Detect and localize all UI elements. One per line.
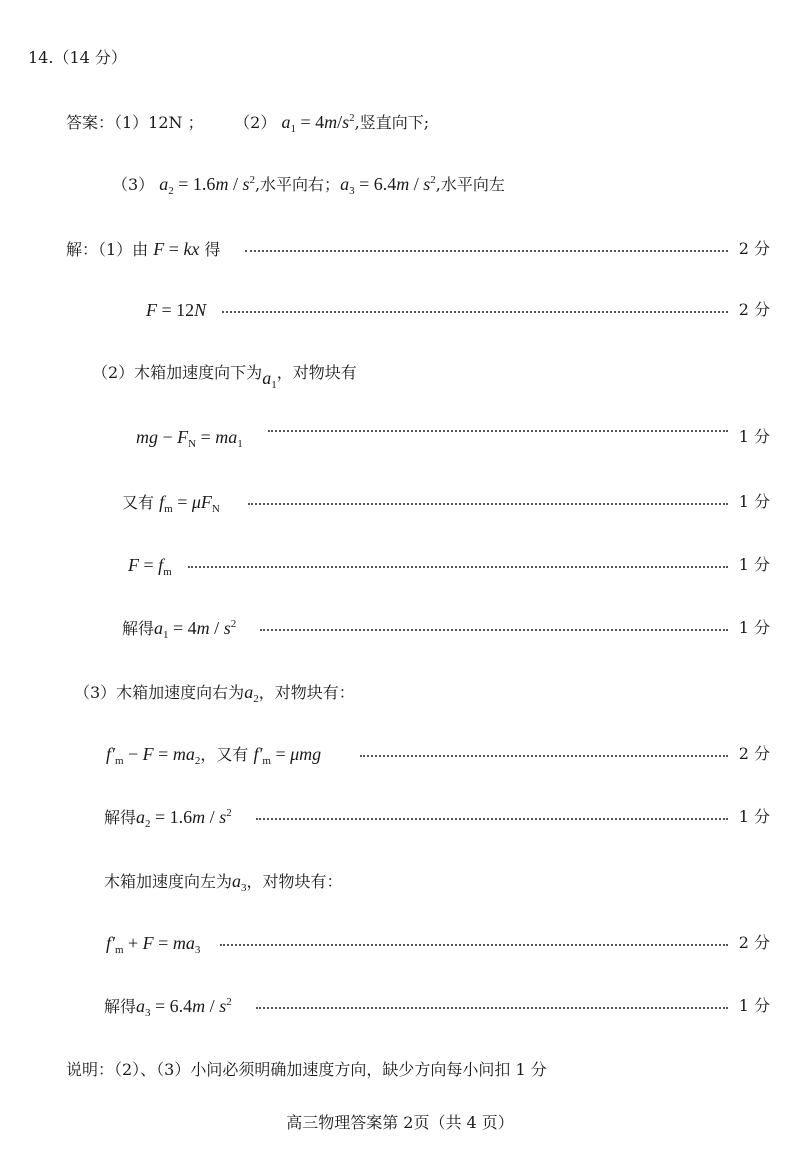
formula-a3: $a_3 = 6.4m / s^2$	[340, 174, 436, 197]
leader-dots	[245, 250, 728, 252]
solution-row-7	[0, 741, 800, 767]
solution-row-5	[0, 552, 800, 578]
formula-a1-result: $a_1 = 4m / s^2$	[154, 618, 237, 641]
solve-get: 解得	[122, 619, 155, 638]
score: 2 分	[738, 933, 770, 952]
row-10-lead	[104, 993, 232, 1020]
row-9-lead	[106, 930, 200, 957]
leader-dots	[360, 755, 728, 757]
formula-a1-inline: $a_1$	[262, 368, 277, 391]
formula-newton: mg − $F_N = ma_1$	[136, 427, 243, 450]
solution-row-3	[0, 424, 800, 450]
part3-intro-end: ，对物块有：	[258, 683, 355, 702]
score: 1 分	[738, 492, 770, 511]
left-intro-end: ，对物块有：	[246, 872, 343, 891]
score: 2 分	[738, 239, 770, 258]
formula-a3-inline: $a_3$	[232, 871, 247, 894]
solution-intro: 解：（1）由	[66, 240, 149, 259]
left-intro	[104, 869, 343, 894]
row-4-lead	[122, 489, 220, 516]
formula-right-friction: $f'_m = \mu mg$	[253, 744, 322, 767]
leader-dots	[188, 566, 728, 568]
also-have-2: ，又有	[200, 745, 249, 764]
formula-a1: $a_1 = 4m/s^2$	[281, 112, 355, 135]
part2-intro-text: （2）木箱加速度向下为	[92, 363, 263, 382]
grading-note: 说明：（2）、（3）小问必须明确加速度方向，缺少方向每小问扣 1 分	[66, 1060, 547, 1079]
formula-friction: $f_m = \mu F_N$	[159, 492, 220, 515]
solution-row-9	[0, 930, 800, 956]
left-intro-text: 木箱加速度向左为	[104, 872, 233, 891]
solution-row-4	[0, 489, 800, 515]
part2-intro	[92, 360, 357, 391]
formula-a2: $a_2 = 1.6m / s^2$	[159, 174, 255, 197]
answer-part1: 答案：（1）12N ；	[66, 113, 204, 132]
part3-intro-text: （3）木箱加速度向右为	[74, 683, 245, 702]
formula-left-newton: $f'_m + F = ma_3$	[106, 933, 201, 956]
score: 1 分	[738, 427, 770, 446]
formula-f-12n: F = 12N	[146, 300, 207, 320]
leader-dots	[268, 430, 728, 432]
row-6-lead	[122, 615, 236, 642]
row-3-lead	[136, 424, 243, 451]
row-7-lead	[106, 741, 321, 768]
score: 1 分	[738, 807, 770, 826]
answer-part2-dir: ,竖直向下;	[354, 113, 430, 132]
formula-a2-inline: $a_2$	[244, 682, 259, 705]
answer-line-2	[112, 172, 505, 197]
formula-a3-result: $a_3 = 6.4m / s^2$	[136, 996, 232, 1019]
row-2-lead	[146, 297, 206, 324]
leader-dots	[256, 818, 728, 820]
leader-dots	[260, 629, 728, 631]
row-1-lead	[66, 236, 221, 263]
score: 2 分	[738, 300, 770, 319]
answer-line-1	[66, 110, 429, 135]
also-have: 又有	[122, 493, 155, 512]
solution-row-8	[0, 804, 800, 830]
solution-row-10	[0, 993, 800, 1019]
score: 1 分	[738, 996, 770, 1015]
score: 1 分	[738, 555, 770, 574]
solution-intro-after: 得	[204, 240, 221, 259]
page-footer: 高三物理答案第 2页（共 4 页）	[286, 1113, 514, 1132]
answer-part3-dir-left: ,水平向左	[435, 175, 505, 194]
formula-f-fm: $F = f_m$	[128, 555, 172, 578]
part3-intro	[74, 680, 355, 705]
score: 2 分	[738, 744, 770, 763]
solution-row-6	[0, 615, 800, 641]
part2-intro-end: ，对物块有	[276, 363, 357, 382]
formula-a2-result: $a_2 = 1.6m / s^2$	[136, 807, 232, 830]
row-8-lead	[104, 804, 232, 831]
leader-dots	[222, 311, 728, 313]
answer-part2-label: （2）	[234, 113, 277, 132]
score: 1 分	[738, 618, 770, 637]
answer-part3-dir-right: ,水平向右；	[254, 175, 341, 194]
row-5-lead	[128, 552, 172, 579]
leader-dots	[220, 944, 728, 946]
answer-part3-label: （3）	[112, 175, 155, 194]
formula-right-newton: $f'_m - F = ma_2$	[106, 744, 201, 767]
leader-dots	[256, 1007, 728, 1009]
solve-get: 解得	[104, 997, 137, 1016]
leader-dots	[248, 503, 728, 505]
question-number: 14.（14 分）	[28, 48, 127, 67]
solution-row-1	[0, 236, 800, 262]
formula-f-kx: F = kx	[153, 239, 200, 259]
solve-get: 解得	[104, 808, 137, 827]
solution-row-2	[0, 297, 800, 323]
